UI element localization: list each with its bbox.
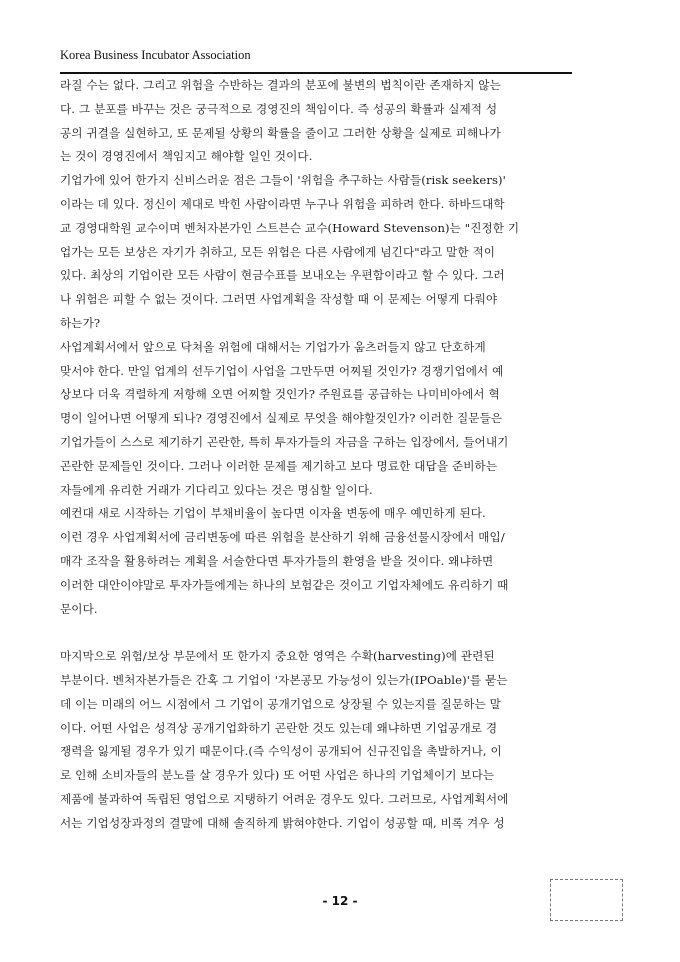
text-line: 부분이다. 벤처자본가들은 간혹 그 기업이 '자본공모 가능성이 있는가(IPOable)'를 묻는 <box>60 672 508 687</box>
text-line: 업가는 모든 보상은 자기가 취하고, 모든 위험은 다른 사람에게 넘긴다"라고 말한 적이 <box>60 244 496 259</box>
dashed-stamp-box <box>550 879 623 921</box>
text-line: 이다. 어떤 사업은 성격상 공개기업화하기 곤란한 것도 있는데 왜냐하면 기업공개로 경 <box>60 720 498 735</box>
page-number: - 12 - <box>322 894 358 908</box>
text-line: 하는가? <box>60 315 101 330</box>
paragraph-5 <box>60 645 620 835</box>
text-line: 곤란한 문제들인 것이다. 그러나 이러한 문제를 제기하고 보다 명료한 대답을 준비하는 <box>60 458 498 473</box>
running-header: Korea Business Incubator Association <box>60 48 251 62</box>
paragraph-gap <box>60 621 620 645</box>
text-line: 이라는 데 있다. 정신이 제대로 박힌 사람이라면 누구나 위험을 피하려 한다. 하바드대학 <box>60 196 505 211</box>
text-line: 나 위험은 피할 수 없는 것이다. 그러면 사업계획을 작성할 때 이 문제는 어떻게 다뤄야 <box>60 292 498 307</box>
body-text <box>60 74 620 836</box>
text-line: 라질 수는 없다. 그리고 위험을 수반하는 결과의 분포에 불변의 법칙이란 존재하지 않는 <box>60 78 501 92</box>
text-line: 있다. 최상의 기업이란 모든 사람이 현금수표를 보내오는 우편함이라고 할 수 있다. 그러 <box>60 268 505 283</box>
text-line: 기업가에 있어 한가지 신비스러운 점은 그들이 '위험을 추구하는 사람들(risk seekers)' <box>60 173 506 188</box>
text-line: 맞서야 한다. 만일 업계의 선두기업이 사업을 그만두면 어찌될 것인가? 경쟁기업에서 예 <box>60 363 504 378</box>
text-line: 매각 조작을 활용하려는 계획을 서술한다면 투자가들의 환영을 받을 것이다. 왜냐하면 <box>60 553 494 568</box>
text-line: 사업계획서에서 앞으로 닥쳐올 위험에 대해서는 기업가가 움츠러들지 않고 단호하게 <box>60 339 486 354</box>
text-line: 마지막으로 위험/보상 부문에서 또 한가지 중요한 영역은 수확(harvesting)에 관련된 <box>60 649 495 664</box>
text-line: 명이 일어나면 어떻게 되나? 경영진에서 실제로 무엇을 해야할것인가? 이러한 질문들은 <box>60 411 503 426</box>
paragraph-2 <box>60 169 620 336</box>
text-line: 예컨대 새로 시작하는 기업이 부채비율이 높다면 이자율 변동에 매우 예민하게 된다. <box>60 506 486 521</box>
paragraph-1 <box>60 74 620 169</box>
text-line: 이런 경우 사업계획서에 금리변동에 따른 위험을 분산하기 위해 금융선물시장에서 매입/ <box>60 530 505 545</box>
text-line: 는 것이 경영진에서 책임지고 해야할 일인 것이다. <box>60 149 313 164</box>
text-line: 다. 그 분포를 바꾸는 것은 궁극적으로 경영진의 책임이다. 즉 성공의 확률과 실제적 성 <box>60 101 498 116</box>
paragraph-3 <box>60 336 620 503</box>
text-line: 기업가들이 스스로 제기하기 곤란한, 특히 투자가들의 자금을 구하는 입장에서, 들어내기 <box>60 434 509 449</box>
text-line: 서는 기업성장과정의 결말에 대해 솔직하게 밝혀야한다. 기업이 성공할 때, 비록 겨우 성 <box>60 815 505 830</box>
text-line: 자들에게 유리한 거래가 기다리고 있다는 것은 명심할 일이다. <box>60 482 373 497</box>
text-line: 이러한 대안이야말로 투자가들에게는 하나의 보험같은 것이고 기업자체에도 유리하기 때 <box>60 577 509 592</box>
text-line: 공의 귀결을 실현하고, 또 문제될 상황의 확률을 줄이고 그러한 상황을 실제로 피해나가 <box>60 125 501 140</box>
text-line: 제품에 불과하여 독립된 영업으로 지탱하기 어려운 경우도 있다. 그러므로, 사업계획서에 <box>60 791 509 806</box>
paragraph-4 <box>60 502 620 621</box>
text-line: 상보다 더욱 격렬하게 저항해 오면 어찌할 것인가? 주원료를 공급하는 나미비아에서 혁 <box>60 387 500 402</box>
text-line: 문이다. <box>60 601 98 616</box>
text-line: 데 이는 미래의 어느 시점에서 그 기업이 공개기업으로 상장될 수 있는지를 질문하는 말 <box>60 696 501 711</box>
text-line: 쟁력을 잃게될 경우가 있기 때문이다.(즉 수익성이 공개되어 신규진입을 촉발하거나, 이 <box>60 744 502 759</box>
text-line: 교 경영대학원 교수이며 벤처자본가인 스트븐슨 교수(Howard Stevenson)는 "진정한 기 <box>60 220 520 235</box>
text-line: 로 인해 소비자들의 분노를 살 경우가 있다) 또 어떤 사업은 하나의 기업체이기 보다는 <box>60 768 495 783</box>
